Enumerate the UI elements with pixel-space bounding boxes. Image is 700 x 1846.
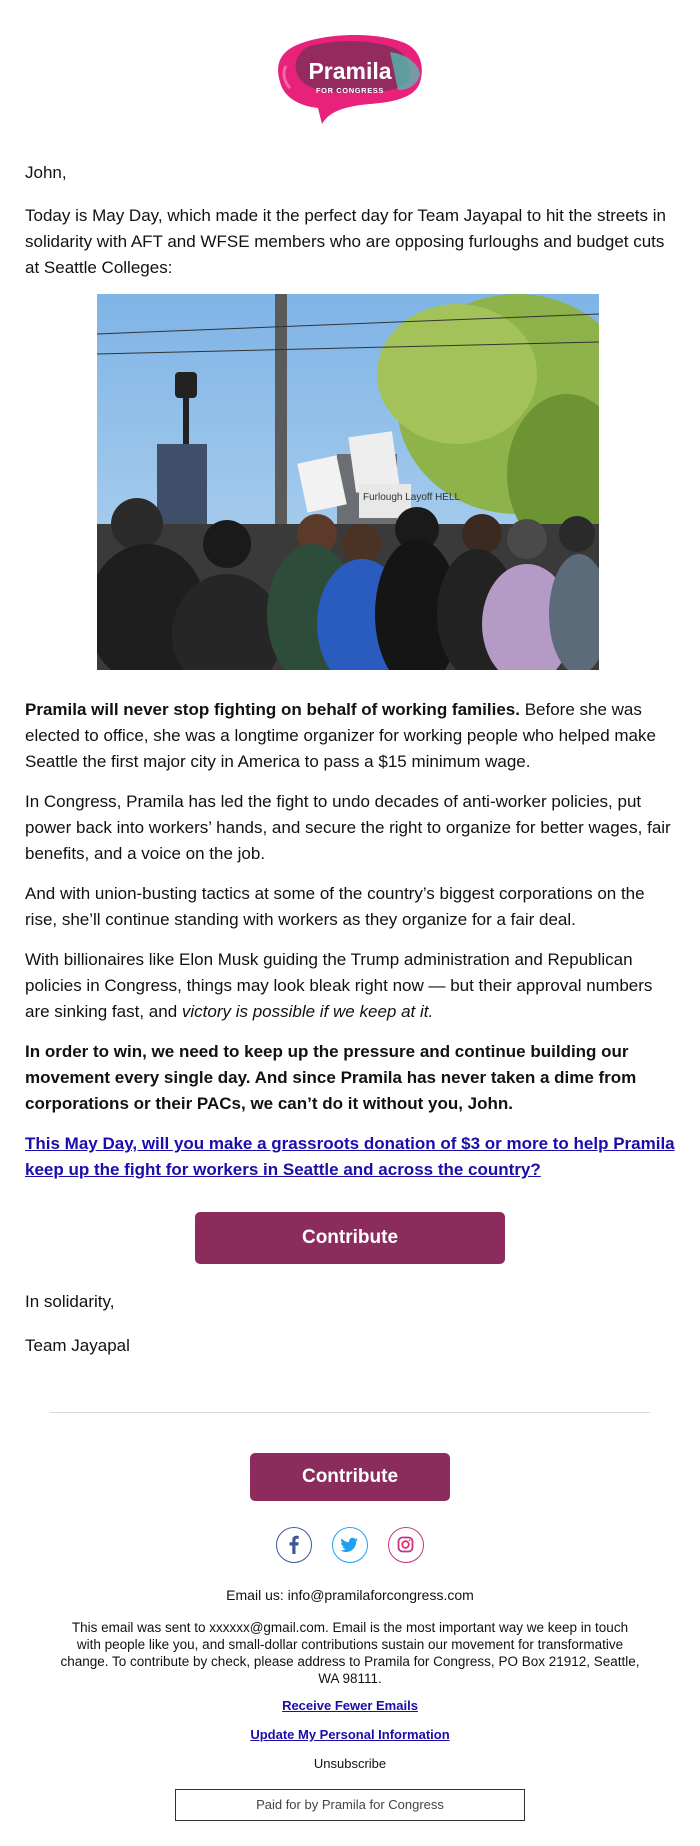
- paragraph-win: In order to win, we need to keep up the pressure and continue building our movement every single day. And since Pramila has never taken a dime from corporations or their PACs, we can’t do it without you, John.: [25, 1042, 637, 1113]
- unsubscribe-link[interactable]: Unsubscribe: [313, 1756, 387, 1771]
- intro-paragraph: Today is May Day, which made it the perfect day for Team Jayapal to hit the streets in solidarity with AFT and WFSE members who are opposing furloughs and budget cuts at Seattle Colleges:: [25, 206, 666, 277]
- receive-fewer-emails-link[interactable]: Receive Fewer Emails: [282, 1698, 418, 1713]
- paid-for-disclaimer: Paid for by Pramila for Congress: [175, 1789, 525, 1821]
- update-info-row: [0, 1727, 700, 1742]
- contribute-button[interactable]: Contribute: [195, 1212, 505, 1264]
- update-personal-info-link[interactable]: Update My Personal Information: [250, 1727, 450, 1742]
- logo-name: Pramila: [308, 58, 392, 84]
- paragraph-working-families: [25, 697, 675, 775]
- closing-line: In solidarity,: [25, 1292, 115, 1311]
- footer-divider: [50, 1412, 650, 1413]
- italic-phrase: victory is possible if we keep at it.: [181, 1002, 434, 1021]
- paragraph-start: With billionaires like Elon Musk guiding the Trump administration and Republican policies in Congress, things may look bleak right now — but their approval numbers are sinking fast, and: [25, 950, 653, 1021]
- signature: Team Jayapal: [25, 1336, 130, 1355]
- greeting: John,: [25, 163, 67, 182]
- email-notice: This email was sent to xxxxxx@gmail.com. Email is the most important way we keep in touch with people like you, and small-dollar contributions sustain our movement for transformative change. To contribute by check, please address to Pramila for Congress, PO Box 21912, Seattle, WA 98111.: [60, 1620, 640, 1686]
- donation-link[interactable]: This May Day, will you make a grassroots donation of $3 or more to help Pramila keep up the fight for workers in Seattle and across the country?: [25, 1134, 675, 1179]
- paragraph-congress: In Congress, Pramila has led the fight to undo decades of anti-worker policies, put power back into workers’ hands, and secure the right to organize for better wages, fair benefits, and a voice on the job.: [25, 792, 671, 863]
- campaign-logo: [270, 28, 430, 128]
- footer-contribute-button[interactable]: Contribute: [250, 1453, 450, 1501]
- paragraph-rest: Before she was elected to office, she was a longtime organizer for working people who helped make Seattle the first major city in America to pass a $15 minimum wage.: [25, 700, 656, 771]
- instagram-icon[interactable]: [388, 1527, 424, 1563]
- facebook-icon[interactable]: [276, 1527, 312, 1563]
- logo-tagline: FOR CONGRESS: [315, 86, 385, 95]
- contact-email: Email us: info@pramilaforcongress.com: [226, 1587, 474, 1603]
- paragraph-union-busting: And with union-busting tactics at some of the country’s biggest corporations on the rise, she’ll continue standing with workers as they organize for a fair deal.: [25, 884, 645, 929]
- paragraph-donation-ask: [25, 1131, 675, 1183]
- paragraph-billionaires: [25, 947, 675, 1025]
- protest-sign-text: Furlough Layoff HELL: [363, 492, 461, 503]
- fewer-emails-row: [0, 1698, 700, 1713]
- twitter-icon[interactable]: [332, 1527, 368, 1563]
- bold-lead: Pramila will never stop fighting on behalf of working families.: [25, 700, 520, 719]
- rally-photo: [97, 294, 599, 670]
